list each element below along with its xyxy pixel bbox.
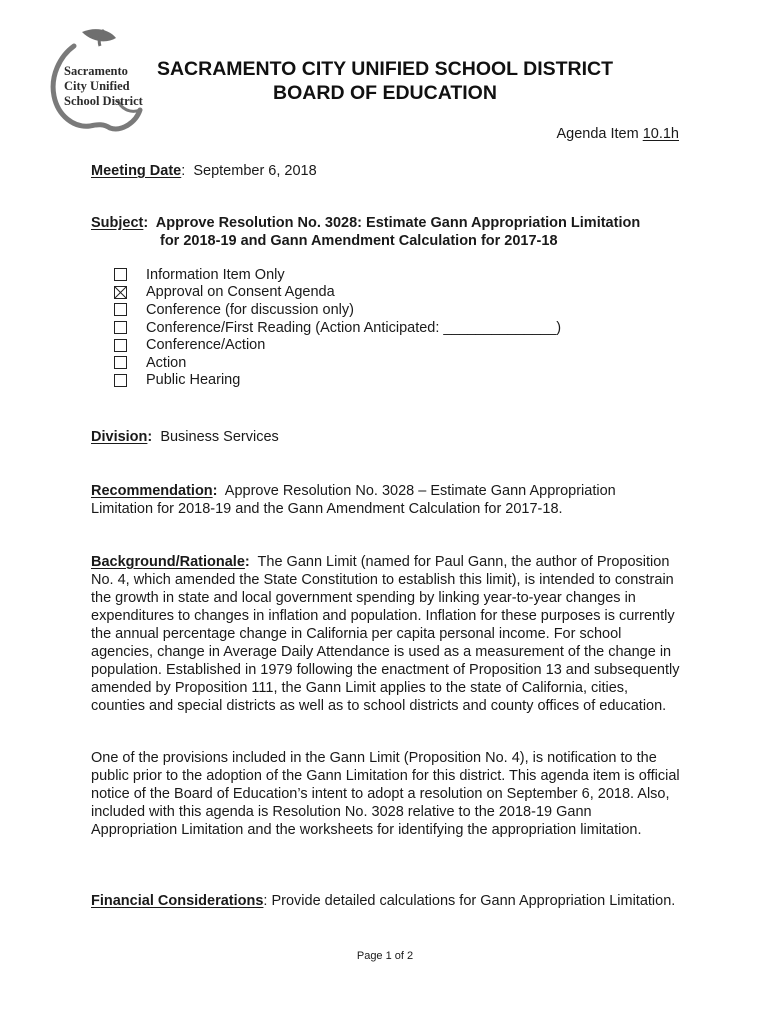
checklist-label: Conference/First Reading (Action Anticipated: ______________): [146, 319, 562, 336]
checklist-item: [114, 284, 561, 302]
meeting-date-label: Meeting Date: [91, 163, 182, 179]
background-label: Background/Rationale: [91, 554, 245, 570]
recommendation-text: Approve Resolution No. 3028 – Estimate Gann Appropriation Limitation for 2018-19 and the Gann Amendment Calculation for 2017-18.: [91, 483, 616, 517]
checklist-item: [114, 336, 561, 354]
checkbox-first-reading[interactable]: [114, 321, 127, 334]
checklist-label: Public Hearing: [146, 372, 241, 389]
logo-line: City Unified: [64, 79, 130, 93]
checklist-item: [114, 266, 561, 284]
background-paragraph-1: Background/Rationale: The Gann Limit (named for Paul Gann, the author of Proposition No. 4, which amended the State Constitution to establish this limit), is intended to constrain the growth in state and local government spending by linking year-to-year changes in expenditures to changes in inflation and population. Inflation for these purposes is currently the annual percentage change in California per capita personal income. For school agencies, change in Average Daily Attendance is used as a measurement of the change in population. Established in 1979 following the enactment of Proposition 13 and subsequently amended by Proposition 111, the Gann Limit applies to the state of California, cities, counties and special districts as well as to school districts and county offices of education.: [91, 554, 680, 714]
agenda-type-checklist: [114, 266, 561, 389]
recommendation-label: Recommendation: [91, 483, 213, 499]
checkbox-conference[interactable]: [114, 303, 127, 316]
checklist-label: Conference/Action: [146, 337, 266, 354]
recommendation: Recommendation: Approve Resolution No. 3028 – Estimate Gann Appropriation Limitation for 2018-19 and the Gann Amendment Calculation for 2017-18.: [91, 483, 616, 517]
document-subtitle: BOARD OF EDUCATION: [273, 82, 497, 104]
division-label: Division: [91, 429, 148, 445]
checklist-label: Information Item Only: [146, 266, 285, 283]
checkbox-consent-agenda[interactable]: [114, 286, 127, 299]
checklist-label: Action: [146, 354, 187, 371]
financial-label: Financial Considerations: [91, 893, 264, 909]
financial-text: Provide detailed calculations for Gann Appropriation Limitation.: [271, 893, 676, 909]
agenda-prefix: Agenda Item: [556, 126, 643, 142]
checklist-label: Conference (for discussion only): [146, 301, 354, 318]
subject-line-2: for 2018-19 and Gann Amendment Calculation for 2017-18: [160, 233, 558, 249]
checkbox-conference-action[interactable]: [114, 339, 127, 352]
checklist-label: Approval on Consent Agenda: [146, 284, 335, 301]
checklist-item: [114, 301, 561, 319]
background-text: The Gann Limit (named for Paul Gann, the author of Proposition No. 4, which amended the State Constitution to establish this limit), is intended to constrain the growth in state and local government spending by linking year-to-year changes in expenditures to changes in inflation and population. Inflation for these purposes is currently the annual percentage change in California per capita personal income. For school agencies, change in Average Daily Attendance is used as a measurement of the change in population. Established in 1979 following the enactment of Proposition 13 and subsequently amended by Proposition 111, the Gann Limit applies to the state of California, cities, counties and special districts as well as to school districts and county offices of education.: [91, 554, 680, 714]
document-title: SACRAMENTO CITY UNIFIED SCHOOL DISTRICT: [156, 58, 614, 80]
division: Division: Business Services: [91, 429, 279, 445]
agenda-item: [556, 126, 679, 142]
logo-line: School District: [64, 94, 143, 108]
checkbox-public-hearing[interactable]: [114, 374, 127, 387]
meeting-date-value: September 6, 2018: [193, 163, 317, 179]
agenda-number: 10.1h: [642, 126, 679, 142]
financial-considerations: Financial Considerations: Provide detailed calculations for Gann Appropriation Limitation.: [91, 893, 676, 909]
subject-label: Subject: [91, 215, 144, 231]
background-paragraph-2: One of the provisions included in the Gann Limit (Proposition No. 4), is notification to the public prior to the adoption of the Gann Limitation for this district. This agenda item is official notice of the Board of Education’s intent to adopt a resolution on September 6, 2018. Also, included with this agenda is Resolution No. 3028 relative to the 2018-19 Gann Appropriation Limitation and the worksheets for identifying the appropriation limitation.: [91, 750, 680, 838]
logo-line: Sacramento: [64, 64, 128, 78]
page-number: Page 1 of 2: [356, 950, 414, 962]
subject-line-1: Approve Resolution No. 3028: Estimate Gann Appropriation Limitation: [155, 215, 641, 231]
checklist-item: [114, 319, 561, 337]
subject: Subject: Approve Resolution No. 3028: Estimate Gann Appropriation Limitation for 2018-19 and Gann Amendment Calculation for 2017-18: [91, 214, 681, 250]
division-value: Business Services: [160, 429, 279, 445]
checklist-item: [114, 354, 561, 372]
meeting-date: Meeting Date: September 6, 2018: [91, 163, 317, 179]
checkbox-information-item[interactable]: [114, 268, 127, 281]
checked-x-icon: [115, 287, 126, 298]
checkbox-action[interactable]: [114, 356, 127, 369]
checklist-item: [114, 372, 561, 390]
